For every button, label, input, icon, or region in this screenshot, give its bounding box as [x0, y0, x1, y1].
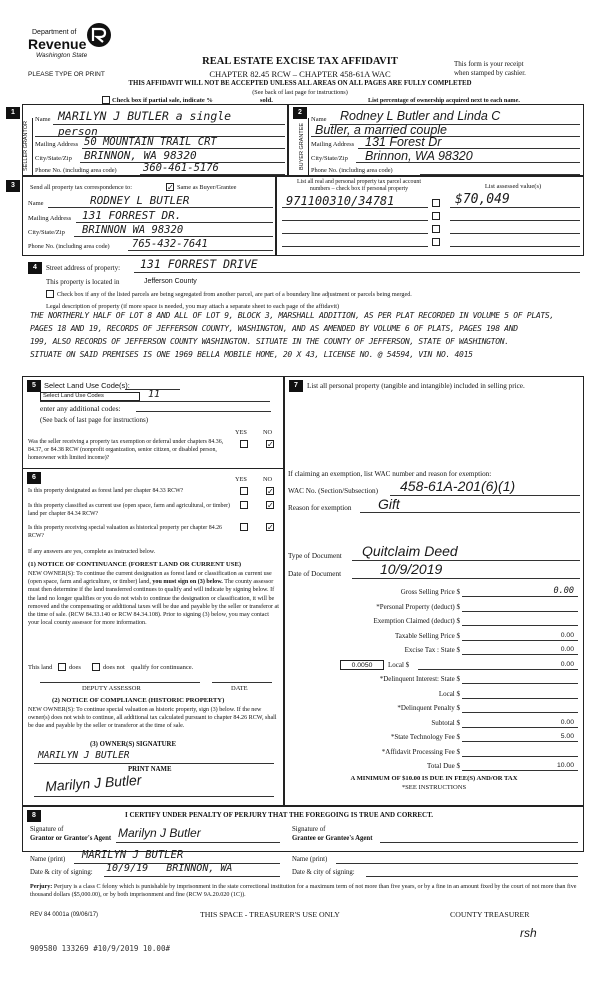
doc-date[interactable]: 10/9/2019 — [380, 561, 443, 577]
calc-label: Taxable Selling Price $ — [394, 631, 460, 640]
calc-value-line[interactable] — [462, 727, 578, 728]
seller-name-1[interactable]: MARILYN J BUTLER a single — [58, 109, 232, 123]
historic-yes-checkbox[interactable] — [240, 523, 248, 531]
notice-compliance-title: (2) NOTICE OF COMPLIANCE (HISTORIC PROPERTY) — [52, 697, 225, 704]
land-use-label: Select Land Use Code(s): — [44, 381, 130, 390]
calc-value-line[interactable] — [462, 596, 578, 597]
notice-continuance-title: (1) NOTICE OF CONTINUANCE (FOREST LAND OR CURRENT USE) — [28, 561, 242, 568]
wac-label: WAC No. (Section/Subsection) — [288, 487, 379, 495]
s6-no-head: NO — [263, 476, 273, 483]
does-not-label: does not — [103, 664, 125, 671]
notice-compliance-text: NEW OWNER(S): To continue special valuation as historic property, sign (3) below. If the new owner(s) does not wish to continue, all additional tax calculated pursuant to chapter 84.26 RCW, shall be due and payable by the seller or transferor at the time of sale. — [28, 707, 277, 730]
corr-name[interactable]: RODNEY L BUTLER — [90, 194, 190, 207]
land-use-see-back: (See back of last page for instructions) — [40, 416, 149, 424]
grantor-name[interactable]: MARILYN J BUTLER — [82, 849, 184, 861]
form-title: REAL ESTATE EXCISE TAX AFFIDAVIT — [202, 56, 398, 67]
local-tax-label: Local $ — [388, 660, 410, 669]
warning: THIS AFFIDAVIT WILL NOT BE ACCEPTED UNLESS ALL AREAS ON ALL PAGES ARE FULLY COMPLETED — [128, 80, 472, 87]
parcel-personal-checkbox-1[interactable] — [432, 199, 440, 207]
historic-question: Is this property receiving special valuation as historical property per chapter 84.26 RCW? — [28, 525, 222, 539]
any-yes-note: If any answers are yes, complete as instructed below. — [28, 549, 156, 555]
additional-codes-label: enter any additional codes: — [40, 404, 121, 413]
calc-value[interactable]: 0.00 — [560, 718, 574, 726]
corr-city[interactable]: BRINNON WA 98320 — [82, 224, 184, 236]
section-3-badge: 3 — [6, 180, 20, 192]
perjury-notice — [30, 883, 582, 900]
legal-line-2[interactable]: PAGES 18 AND 19, RECORDS OF JEFFERSON COUNTY, WASHINGTON, AND AS AMENDED BY VOLUME 6 OF PLATS, PAGES 198 AND — [30, 324, 518, 333]
calc-value[interactable]: 5.00 — [560, 733, 574, 740]
seller-side-label: SELLER GRANTOR — [23, 120, 29, 172]
land-qualify-row — [28, 664, 52, 671]
s5-no-head: NO — [263, 429, 273, 436]
certify-statement: I CERTIFY UNDER PENALTY OF PERJURY THAT THE FOREGOING IS TRUE AND CORRECT. — [125, 811, 434, 819]
doc-date-label: Date of Document — [288, 570, 342, 578]
parcel-head-1: List all real and personal property tax parcel account — [297, 179, 421, 185]
personal-property-label: List all personal property (tangible and intangible) included in selling price. — [307, 382, 525, 390]
corr-address-label: Mailing Address — [28, 215, 72, 222]
calc-label: *State Technology Fee $ — [390, 733, 460, 741]
grantee-sig-of: Signature of — [292, 826, 326, 833]
buyer-address[interactable]: 131 Forest Dr — [365, 135, 442, 149]
agency-line2: Revenue — [28, 36, 87, 52]
form-rev: REV 84 0001a (09/06/17) — [30, 912, 99, 918]
calc-value-line[interactable] — [462, 756, 578, 757]
minimum-due-note: A MINIMUM OF $10.00 IS DUE IN FEE(S) AND/OR TAX — [350, 775, 518, 782]
seller-address[interactable]: 50 MOUNTAIN TRAIL CRT — [84, 136, 217, 148]
see-instructions-note: *SEE INSTRUCTIONS — [401, 784, 467, 791]
partial-sale-sold: sold. — [260, 97, 273, 104]
legal-line-4[interactable]: SITUATE ON SAID PREMISES IS ONE 1969 BELLA MOBILE HOME, 20 X 43, LICENSE NO. @ 54594, VIN NO. 4015 — [30, 350, 473, 359]
grantor-date-label: Date & city of signing: — [30, 869, 93, 876]
calc-value-line[interactable] — [462, 640, 578, 641]
calc-value-line[interactable] — [462, 770, 578, 771]
county-treasurer: COUNTY TREASURER — [450, 910, 530, 919]
s6-yes-head: YES — [235, 476, 247, 483]
calc-label: Excise Tax : State $ — [404, 646, 460, 654]
parcel-personal-checkbox-4[interactable] — [432, 238, 440, 246]
assessed-value[interactable]: $70,049 — [455, 192, 510, 207]
section-7-badge: 7 — [289, 380, 303, 392]
receipt-line2: when stamped by cashier. — [454, 69, 526, 77]
calc-value[interactable]: 0.00 — [560, 631, 574, 639]
calc-label: *Affidavit Processing Fee $ — [381, 747, 460, 756]
grantee-agent-label: Grantee or Grantee's Agent — [292, 835, 373, 842]
does-qualify-checkbox[interactable] — [58, 663, 66, 671]
corr-address[interactable]: 131 FORREST DR. — [82, 209, 182, 222]
grantor-date-city[interactable]: 10/9/19 BRINNON, WA — [106, 863, 233, 874]
perjury-text: Perjury is a class C felony which is punishable by imprisonment in the state correctional institution for a maximum term of not more than five years, or by a fine in an amount fixed by the court of not more than five thousand dollars ($5,000.00), or by both imprisonment and fine (RCW 9A.20.020 (1C)). — [30, 884, 577, 899]
wac-number[interactable]: 458-61A-201(6)(1) — [400, 478, 516, 494]
parcel-personal-checkbox-2[interactable] — [432, 212, 440, 220]
forest-no-checkbox[interactable]: ✓ — [267, 487, 274, 496]
same-as-buyer-label: Same as Buyer/Grantee — [177, 184, 237, 191]
seller-address-label: Mailing Address — [35, 141, 79, 148]
grantee-signature-line[interactable] — [380, 842, 578, 843]
exemption-reason[interactable]: Gift — [378, 496, 400, 512]
treasurer-space: THIS SPACE - TREASURER'S USE ONLY — [200, 910, 340, 919]
owner-signature-title: (3) OWNER(S) SIGNATURE — [90, 741, 176, 748]
current-use-no-checkbox[interactable]: ✓ — [267, 501, 274, 510]
calc-value-line[interactable] — [462, 654, 578, 655]
owner-signature[interactable]: Marilyn J Butler — [44, 771, 142, 795]
street-label: Street address of property: — [46, 264, 121, 272]
forest-yes-checkbox[interactable] — [240, 487, 248, 495]
local-tax-value[interactable]: 0.00 — [560, 660, 574, 668]
section-1-badge: 1 — [6, 107, 20, 119]
section-5-badge: 5 — [27, 380, 41, 392]
calc-value-line[interactable] — [462, 698, 578, 699]
same-as-buyer-checkbox[interactable]: ✓ — [167, 183, 174, 192]
parcel-personal-checkbox-3[interactable] — [432, 225, 440, 233]
section-4-badge: 4 — [28, 262, 42, 274]
print-name-label: PRINT NAME — [128, 766, 172, 773]
land-qualify-pre: This land — [28, 664, 53, 671]
forest-question: Is this property designated as forest land per chapter 84.33 RCW? — [28, 488, 184, 494]
buyer-phone-label: Phone No. (including area code) — [311, 167, 393, 174]
doc-type[interactable]: Quitclaim Deed — [362, 543, 458, 559]
seller-name-label: Name — [35, 116, 51, 123]
buyer-side-label: BUYER GRANTEE — [299, 122, 305, 170]
section-2-badge: 2 — [293, 107, 307, 119]
notice-continuance-text — [28, 570, 280, 627]
legal-label: Legal description of property (if more space is needed, you may attach a separate sheet to each page of the affidavit) — [46, 303, 340, 310]
local-tax-line[interactable] — [418, 669, 578, 670]
notice-continuance-c: The county assessor must then determine if the land transferred continues to qualify and will indicate by signing below. If the land no longer qualifies or you do not wish to continue the designation or classification, it will be removed and the compensating or additional taxes will be due and payable by the seller or transferor at the time of sale. (RCW 84.33.140 or RCW 84.34.108). Prior to signing (3) below, you may contact your local county assessor for more information. — [28, 579, 279, 627]
s5-yes-checkbox[interactable] — [240, 440, 248, 448]
grantor-signature[interactable]: Marilyn J Butler — [118, 826, 201, 840]
exemption-head: If claiming an exemption, list WAC number and reason for exemption: — [288, 470, 492, 478]
calc-label: Total Due $ — [427, 762, 460, 770]
corr-phone-label: Phone No. (including area code) — [28, 243, 110, 250]
agency-line1: Department of — [32, 29, 77, 36]
grantee-name-label: Name (print) — [292, 856, 328, 863]
historic-no-checkbox[interactable]: ✓ — [267, 523, 274, 532]
calc-value-line[interactable] — [462, 625, 578, 626]
ownership-pct-note: List percentage of ownership acquired next to each name. — [368, 97, 520, 104]
grantor-name-label: Name (print) — [30, 856, 66, 863]
treasurer-initials: rsh — [520, 926, 537, 940]
exemption-question: Was the seller receiving a property tax exemption or deferral under chapters 84.36, 84.37, or 84.38 RCW (nonprofit organization, senior citizen, or disabled person, homeowner with limited income)? — [28, 439, 224, 462]
calc-label: Exemption Claimed (deduct) $ — [373, 617, 460, 625]
corr-phone[interactable]: 765-432-7641 — [132, 238, 208, 250]
buyer-name-2[interactable]: Butler, a married couple — [315, 123, 448, 137]
section-8-badge: 8 — [27, 810, 41, 822]
send-correspondence-label: Send all property tax correspondence to: — [30, 184, 132, 191]
grantor-agent-label: Grantor or Grantor's Agent — [30, 835, 112, 842]
calc-value[interactable]: 0.00 — [560, 646, 574, 653]
partial-sale-checkbox[interactable] — [102, 96, 110, 104]
assessor-date-label: DATE — [231, 685, 248, 692]
does-label: does — [69, 664, 81, 671]
seller-city[interactable]: BRINNON, WA 98320 — [84, 149, 197, 162]
buyer-city[interactable]: Brinnon, WA 98320 — [365, 149, 473, 163]
calc-label: *Delinquent Interest: State $ — [379, 675, 460, 683]
wa-state-logo-icon — [86, 22, 112, 48]
calc-label: Gross Selling Price $ — [400, 588, 460, 596]
reason-label: Reason for exemption — [288, 504, 352, 512]
notice-continuance-a: NEW OWNER(S): To continue the current designation as forest land or classification as current use (open space, farm and agriculture, or timber) land, — [28, 571, 272, 586]
s5-yes-head: YES — [235, 429, 247, 436]
owner-print-name[interactable]: MARILYN J BUTLER — [38, 750, 130, 761]
qualify-label: qualify for continuance. — [131, 664, 194, 671]
segregated-label: Check box if any of the listed parcels are being segregated from another parcel, are part of a boundary line adjustment or parcels being merged. — [57, 291, 412, 298]
does-not-qualify-checkbox[interactable] — [92, 663, 100, 671]
land-use-select-value: Select Land Use Codes — [43, 393, 104, 399]
calc-label: Subtotal $ — [431, 718, 460, 727]
deputy-assessor-label: DEPUTY ASSESSOR — [82, 685, 141, 692]
corr-name-label: Name — [28, 200, 44, 207]
assessor-date-line[interactable] — [212, 682, 272, 683]
current-use-question: Is this property classified as current use (open space, farm and agricultural, or timber) land per chapter 84.34 RCW? — [28, 503, 231, 517]
calc-label: *Delinquent Penalty $ — [397, 704, 460, 712]
grantee-date-line[interactable] — [366, 876, 578, 877]
legal-line-1[interactable]: THE NORTHERLY HALF OF LOT 8 AND ALL OF LOT 9, BLOCK 3, MARSHALL ADDITION, AS PER PLAT RECORDED IN VOLUME 5 OF PLATS, — [30, 311, 554, 320]
legal-line-3[interactable]: 199, ALSO RECORDS OF JEFFERSON COUNTY WASHINGTON. SITUATE IN THE COUNTY OF JEFFERSON, STATE OF WASHINGTON. — [30, 337, 509, 346]
doc-type-label: Type of Document — [288, 552, 342, 560]
buyer-address-label: Mailing Address — [311, 141, 355, 148]
segregated-checkbox[interactable] — [46, 290, 54, 298]
calc-value-line[interactable] — [462, 741, 578, 742]
section-6-badge: 6 — [27, 472, 41, 484]
seller-city-label: City/State/Zip — [35, 155, 72, 162]
see-back: (See back of last page for instructions) — [252, 89, 348, 96]
receipt-line1: This form is your receipt — [454, 60, 524, 68]
parcel-number[interactable]: 971100310/34781 — [286, 194, 395, 208]
county-label: This property is located in — [46, 278, 120, 286]
receipt-stamp: 909580 133269 #10/9/2019 10.00# — [30, 944, 170, 953]
calc-value[interactable]: 0.00 — [553, 586, 574, 596]
perjury-bold: Perjury: — [30, 884, 53, 890]
local-rate-field[interactable]: 0.0050 — [340, 660, 384, 670]
corr-city-label: City/State/Zip — [28, 229, 65, 236]
calc-value-line[interactable] — [462, 712, 578, 713]
s5-no-checkbox[interactable]: ✓ — [267, 440, 274, 449]
street-address[interactable]: 131 FORREST DRIVE — [140, 257, 258, 271]
grantor-sig-of: Signature of — [30, 826, 64, 833]
calc-label: *Personal Property (deduct) $ — [376, 602, 460, 611]
seller-name-2[interactable]: person — [58, 125, 98, 138]
seller-phone-label: Phone No. (including area code) — [35, 167, 117, 174]
deputy-assessor-line[interactable] — [40, 682, 200, 683]
land-use-select[interactable] — [40, 392, 140, 401]
please-type: PLEASE TYPE OR PRINT — [28, 71, 105, 78]
additional-codes-field[interactable] — [136, 411, 271, 412]
county-value: Jefferson County — [144, 278, 197, 285]
buyer-name-1[interactable]: Rodney L Butler and Linda C — [340, 109, 501, 123]
seller-phone[interactable]: 360-461-5176 — [143, 162, 219, 174]
calc-label: Local $ — [438, 689, 460, 698]
grantee-date-label: Date & city of signing: — [292, 869, 355, 876]
buyer-name-label: Name — [311, 116, 327, 123]
land-use-extra: 11 — [148, 389, 161, 400]
assessed-head: List assessed value(s) — [484, 183, 542, 190]
form-chapter: CHAPTER 82.45 RCW – CHAPTER 458-61A WAC — [209, 69, 391, 79]
buyer-city-label: City/State/Zip — [311, 155, 348, 162]
parcel-head-2: numbers – check box if personal property — [309, 186, 409, 192]
calc-value-line[interactable] — [462, 683, 578, 684]
grantee-name-line[interactable] — [336, 863, 578, 864]
calc-value[interactable]: 10.00 — [556, 762, 574, 769]
agency-line3: Washington State — [36, 52, 88, 59]
notice-continuance-b: you must sign on (3) below. — [152, 579, 223, 586]
partial-sale-label: Check box if partial sale, indicate % — [112, 97, 213, 104]
current-use-yes-checkbox[interactable] — [240, 501, 248, 509]
calc-value-line[interactable] — [462, 611, 578, 612]
